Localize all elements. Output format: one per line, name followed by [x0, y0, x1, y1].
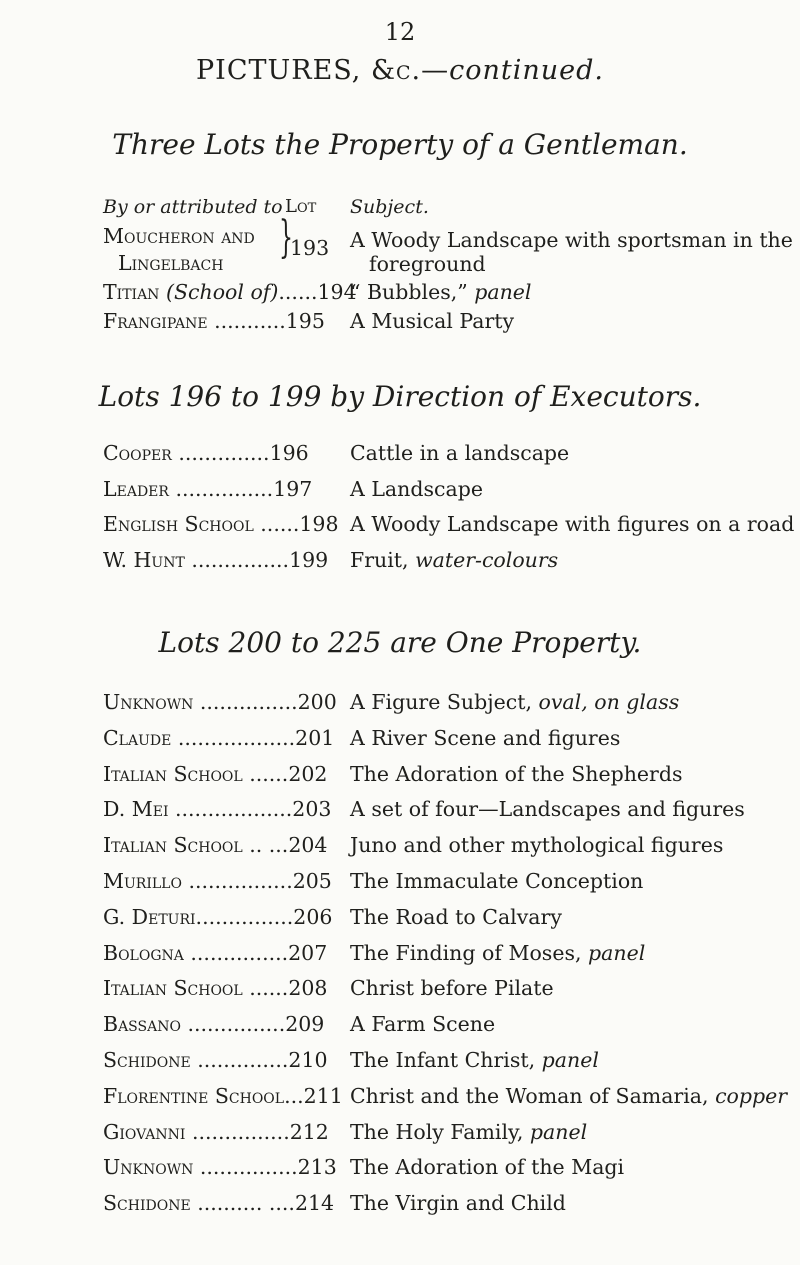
leader-dots: .............. [190, 1048, 289, 1072]
artist-cell [103, 1191, 334, 1215]
artist-cell [103, 869, 332, 893]
lot-subject: Christ and the Woman of Samaria, [350, 1083, 709, 1108]
subject-cell [350, 548, 558, 572]
artist-cell [103, 797, 331, 821]
subject-cell [350, 1155, 624, 1179]
artist-cell [103, 1012, 324, 1036]
lot-subject: A set of four—Landscapes and figures [350, 797, 745, 822]
artist-name: Leader [103, 476, 169, 501]
lot-subject: Fruit, [350, 547, 409, 572]
artist-name: Moucheron and [103, 224, 255, 248]
subject-note: panel [474, 280, 532, 304]
leader-dots: ............... [185, 1119, 290, 1144]
lot-subject: A River Scene and figures [350, 725, 621, 750]
artist-name: D. Mei [103, 797, 169, 822]
section-title-executors: Lots 196 to 199 by Direction of Executors. [98, 380, 702, 413]
artist-cell [103, 762, 327, 786]
lot-row [0, 797, 800, 825]
artist-name: Italian School [103, 761, 243, 786]
artist-cell [103, 905, 332, 929]
artist-cell [103, 1048, 328, 1072]
lot-number: 202 [288, 761, 328, 786]
lot-row [0, 548, 800, 576]
artist-name: Unknown [103, 690, 194, 714]
artist-cell [103, 477, 312, 501]
leader-dots: ............... [184, 547, 290, 572]
artist-cell [103, 976, 327, 1000]
subject-note: copper [715, 1083, 788, 1108]
lot-number: 212 [289, 1119, 329, 1144]
brace-glyph: } [279, 212, 293, 263]
leader-dots: ............... [193, 1155, 298, 1180]
subject-cell [350, 1084, 787, 1108]
lot-row [0, 1084, 800, 1112]
lot-row [0, 1155, 800, 1183]
lot-row [0, 976, 800, 1004]
subject-cell [350, 1191, 566, 1215]
artist-name: Unknown [103, 1155, 194, 1180]
subject-cell [350, 1048, 599, 1072]
lot-number: 194 [317, 280, 357, 304]
lot-subject: The Infant Christ, [350, 1048, 536, 1072]
artist-name: Cooper [103, 441, 172, 465]
artist-cell [103, 441, 309, 465]
section-title-one-property: Lots 200 to 225 are One Property. [158, 626, 642, 659]
lot-subject: A Figure Subject, [350, 690, 532, 714]
lot-subject: A Farm Scene [350, 1012, 496, 1037]
lot-subject: A Woody Landscape with figures on a road [350, 512, 795, 536]
lot-number: 197 [273, 476, 313, 501]
lot-row [0, 905, 800, 933]
subject-cell [350, 477, 483, 501]
lot-number: 196 [269, 441, 309, 465]
lot-subject-cont: foreground [369, 252, 486, 276]
lot-row [0, 690, 800, 718]
artist-name: Giovanni [103, 1119, 186, 1144]
lot-number: 200 [297, 690, 337, 714]
lot-row [0, 280, 800, 308]
subject-cell [350, 762, 682, 786]
lot-row [0, 1048, 800, 1076]
leader-dots: ............... [195, 904, 294, 929]
artist-name: Florentine School [103, 1083, 285, 1108]
lot-row [0, 512, 800, 540]
lot-number: 207 [288, 940, 328, 965]
leader-dots: ............... [168, 476, 274, 501]
artist-name: Italian School [103, 976, 243, 1001]
lot-row [0, 941, 800, 969]
artist-cell [103, 309, 325, 333]
subject-cell [350, 512, 794, 536]
leader-dots: .. ... [242, 833, 289, 858]
lot-subject: The Immaculate Conception [350, 869, 644, 893]
lot-row [0, 762, 800, 790]
leader-dots: ... [284, 1083, 304, 1108]
subject-note: oval, on glass [538, 690, 680, 714]
subject-cell [350, 726, 620, 750]
subject-cell [350, 941, 645, 965]
lot-subject: Juno and other mythological figures [350, 833, 724, 858]
section-title-gentleman: Three Lots the Property of a Gentleman. [112, 128, 688, 161]
lot-number: 199 [289, 547, 329, 572]
lot-row [0, 869, 800, 897]
column-header-lot: Lot [285, 196, 317, 217]
lot-subject: The Adoration of the Shepherds [350, 761, 683, 786]
lot-row [0, 1191, 800, 1219]
lot-number: 193 [290, 236, 330, 260]
subject-note: water-colours [415, 547, 559, 572]
lot-row [0, 1012, 800, 1040]
lot-row [0, 212, 800, 279]
lot-number: 210 [288, 1048, 328, 1072]
lot-subject: The Virgin and Child [350, 1191, 566, 1216]
lot-row [0, 1120, 800, 1148]
subject-cell [350, 280, 532, 304]
column-header-subject: Subject. [350, 196, 429, 218]
artist-name: G. Deturi [103, 904, 196, 929]
leader-dots: ............... [183, 940, 289, 965]
artist-cell [103, 1120, 329, 1144]
artist-name: English School [103, 512, 254, 536]
lot-number: 208 [288, 976, 328, 1001]
lot-number: 198 [299, 512, 339, 536]
subject-cell [350, 1120, 587, 1144]
artist-name: Claude [103, 725, 172, 750]
page-heading [0, 55, 800, 86]
artist-cell [103, 833, 327, 857]
lot-number: 211 [303, 1083, 343, 1108]
lot-row [0, 477, 800, 505]
lot-subject: A Woody Landscape with sportsman in the [350, 228, 793, 252]
subject-cell [350, 1012, 495, 1036]
lot-subject: The Finding of Moses, [350, 940, 582, 965]
artist-cell [103, 512, 339, 536]
subject-note: panel [541, 1048, 599, 1072]
lot-subject: The Adoration of the Magi [350, 1155, 625, 1180]
lot-number: 203 [292, 797, 332, 822]
artist-name: Frangipane [103, 309, 208, 333]
artist-cell [103, 726, 334, 750]
lot-number: 214 [294, 1191, 335, 1216]
lot-subject: A Musical Party [350, 309, 515, 333]
subject-cell [350, 797, 745, 821]
leader-dots: ...... [278, 280, 318, 304]
lot-row [0, 726, 800, 754]
artist-school: (School of) [165, 280, 279, 304]
artist-cell [103, 1084, 343, 1108]
lot-number: 195 [285, 309, 325, 333]
subject-note: panel [588, 940, 646, 965]
column-header-artist: By or attributed to [103, 196, 283, 218]
subject-note: panel [529, 1119, 588, 1144]
artist-cell [103, 941, 327, 965]
lot-row [0, 833, 800, 861]
leader-dots: ........... [207, 309, 286, 333]
leader-dots: .......... .... [190, 1191, 295, 1216]
artist-cell [103, 280, 357, 304]
subject-cell [350, 833, 723, 857]
lot-number: 213 [297, 1155, 337, 1180]
artist-name: Titian [103, 280, 160, 304]
lot-subject: A Landscape [350, 476, 483, 501]
subject-cell [350, 905, 562, 929]
leader-dots: ...... [253, 512, 300, 536]
lot-row [0, 441, 800, 469]
leader-dots: .............. [171, 441, 270, 465]
subject-cell [350, 976, 554, 1000]
artist-name: Schidone [103, 1048, 191, 1072]
leader-dots: .................. [171, 725, 296, 750]
artist-name: Bassano [103, 1012, 181, 1037]
leader-dots: ...... [242, 761, 289, 786]
lot-subject: The Road to Calvary [350, 904, 562, 929]
subject-cell [350, 690, 679, 714]
leader-dots: ............... [193, 690, 298, 714]
lot-number: 204 [288, 833, 328, 858]
lot-subject: The Holy Family, [350, 1119, 524, 1144]
artist-name: Schidone [103, 1191, 191, 1216]
artist-cell [103, 690, 337, 714]
artist-cell [103, 1155, 337, 1179]
subject-cell [350, 441, 569, 465]
lot-number: 205 [292, 869, 332, 893]
artist-name: Murillo [103, 869, 182, 893]
page-number: 12 [384, 18, 416, 46]
lot-row [0, 309, 800, 337]
artist-name: Italian School [103, 833, 243, 858]
lot-subject: Cattle in a landscape [350, 441, 570, 465]
artist-cell [103, 548, 328, 572]
artist-name: Bologna [103, 940, 184, 965]
lot-number: 206 [293, 904, 333, 929]
subject-cell [350, 869, 643, 893]
lot-number: 201 [295, 725, 335, 750]
lot-subject: “ Bubbles,” [350, 280, 468, 304]
leader-dots: ................ [181, 869, 293, 893]
leader-dots: .................. [168, 797, 293, 822]
leader-dots: ............... [180, 1012, 286, 1037]
lot-number: 209 [285, 1012, 325, 1037]
leader-dots: ...... [242, 976, 289, 1001]
lot-subject: Christ before Pilate [350, 976, 554, 1001]
heading-main: PICTURES, &c.— [195, 55, 450, 86]
artist-name-cont: Lingelbach [118, 251, 224, 275]
heading-continued: continued. [449, 55, 605, 86]
artist-name: W. Hunt [103, 547, 185, 572]
